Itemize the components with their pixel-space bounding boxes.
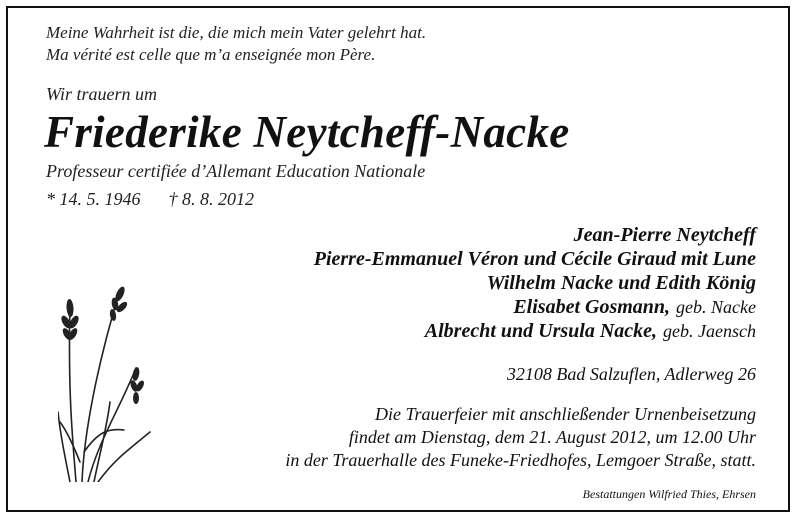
family-member — [314, 271, 756, 295]
ceremony-line: in der Trauerhalle des Funeke-Friedhofes, Lemgoer Straße, statt. — [285, 450, 756, 470]
motto-line-french: Ma vérité est celle que m’a enseignée mon Père. — [46, 45, 376, 64]
family-member — [314, 223, 756, 247]
ceremony-notice — [285, 403, 756, 472]
address: 32108 Bad Salzuflen, Adlerweg 26 — [506, 364, 756, 384]
family-member-name: Elisabet Gosmann, — [513, 296, 671, 318]
intro-text: Wir trauern um — [46, 84, 158, 104]
funeral-home: Bestattungen Wilfried Thies, Ehrsen — [582, 487, 756, 501]
deceased-name: Friederike Neytcheff-Nacke — [44, 107, 570, 157]
family-member-name: Wilhelm Nacke und Edith König — [486, 272, 756, 294]
birth-date: * 14. 5. 1946 — [46, 189, 141, 209]
family-member — [314, 247, 756, 271]
profession: Professeur certifiée d’Allemant Education Nationale — [46, 161, 426, 181]
ceremony-line: Die Trauerfeier mit anschließender Urnenbeisetzung — [375, 404, 756, 424]
family-member — [314, 295, 756, 319]
family-member-name: Albrecht und Ursula Nacke, — [424, 320, 658, 342]
family-list — [314, 223, 756, 343]
life-dates — [46, 189, 254, 210]
maiden-name: geb. Nacke — [676, 297, 756, 317]
family-member — [314, 319, 756, 343]
family-member-name: Jean-Pierre Neytcheff — [573, 224, 756, 246]
maiden-name: geb. Jaensch — [663, 321, 756, 341]
motto-line-german: Meine Wahrheit ist die, die mich mein Vater gelehrt hat. — [46, 23, 427, 42]
motto — [46, 22, 426, 66]
death-date: † 8. 8. 2012 — [168, 189, 254, 209]
ceremony-line: findet am Dienstag, dem 21. August 2012, um 12.00 Uhr — [348, 427, 756, 447]
family-member-name: Pierre-Emmanuel Véron und Cécile Giraud mit Lune — [313, 248, 756, 270]
wheat-icon — [58, 282, 158, 482]
